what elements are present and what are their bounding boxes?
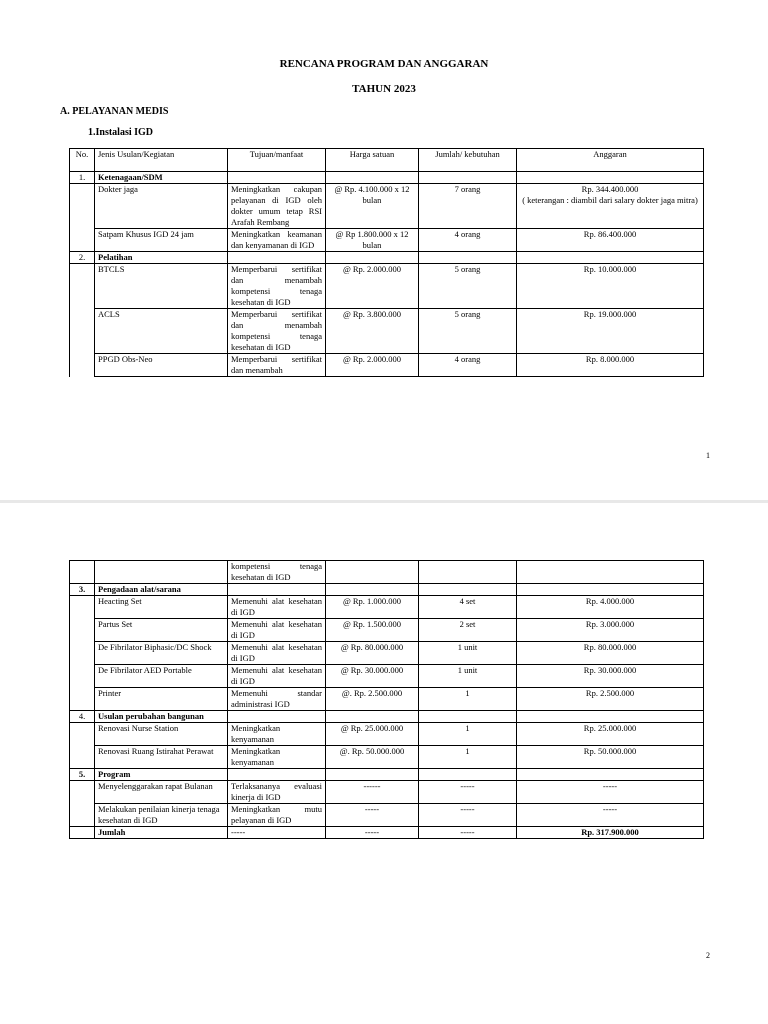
unit-price-cell: @ Rp. 25.000.000: [326, 723, 419, 746]
purpose-cell: Memenuhi alat kesehatan di IGD: [228, 665, 326, 688]
unit-price-cell: @. Rp. 2.500.000: [326, 688, 419, 711]
purpose-cell: kompetensi tenaga kesehatan di IGD: [228, 561, 326, 584]
budget-value: Rp. 344.400.000: [581, 184, 639, 194]
quantity-cell: -----: [419, 781, 517, 804]
purpose-cell: Memperbarui sertifikat dan menambah kompetensi tenaga kesehatan di IGD: [228, 264, 326, 309]
activity-name: PPGD Obs-Neo: [95, 354, 228, 377]
unit-price-cell: @ Rp. 2.000.000: [326, 264, 419, 309]
group-row: [70, 769, 704, 781]
table-row: [70, 688, 704, 711]
activity-name: ACLS: [95, 309, 228, 354]
budget-cell: Rp. 3.000.000: [517, 619, 704, 642]
quantity-cell: 5 orang: [419, 264, 517, 309]
unit-price-cell: @ Rp. 80.000.000: [326, 642, 419, 665]
table-row: [70, 746, 704, 769]
budget-cell: Rp. 50.000.000: [517, 746, 704, 769]
quantity-cell: 1 unit: [419, 642, 517, 665]
total-label: Jumlah: [95, 827, 228, 839]
group-row: [70, 172, 704, 184]
page-number: 2: [706, 951, 710, 960]
col-header-unit-price: Harga satuan: [326, 149, 419, 172]
quantity-cell: 1: [419, 688, 517, 711]
activity-name: Heacting Set: [95, 596, 228, 619]
activity-name: Partus Set: [95, 619, 228, 642]
activity-name: Renovasi Ruang Istirahat Perawat: [95, 746, 228, 769]
table-row: [70, 723, 704, 746]
budget-note: ( keterangan : diambil dari salary dokter jaga mitra): [522, 195, 698, 205]
purpose-cell: Terlaksananya evaluasi kinerja di IGD: [228, 781, 326, 804]
group-number: 1.: [70, 172, 95, 184]
table-row: [70, 596, 704, 619]
col-header-activity: Jenis Usulan/Kegiatan: [95, 149, 228, 172]
quantity-cell: 4 orang: [419, 229, 517, 252]
unit-price-cell: @ Rp. 1.500.000: [326, 619, 419, 642]
table-row: [70, 354, 704, 377]
budget-table-part-1: [69, 148, 704, 377]
col-header-budget: Anggaran: [517, 149, 704, 172]
budget-cell: Rp. 25.000.000: [517, 723, 704, 746]
total-row: [70, 827, 704, 839]
unit-price-cell: -----: [326, 804, 419, 827]
group-row: [70, 252, 704, 264]
quantity-cell: 4 set: [419, 596, 517, 619]
budget-cell: Rp. 4.000.000: [517, 596, 704, 619]
purpose-cell: Memenuhi alat kesehatan di IGD: [228, 596, 326, 619]
group-title: Ketenagaan/SDM: [95, 172, 228, 184]
activity-name: De Fibrilator Biphasic/DC Shock: [95, 642, 228, 665]
quantity-cell: 1: [419, 723, 517, 746]
group-number: 5.: [70, 769, 95, 781]
table-row: [70, 781, 704, 804]
document-page-2: [0, 503, 768, 1024]
purpose-cell: Memenuhi alat kesehatan di IGD: [228, 642, 326, 665]
table-row: [70, 619, 704, 642]
activity-name: Printer: [95, 688, 228, 711]
activity-name: BTCLS: [95, 264, 228, 309]
group-title: Pengadaan alat/sarana: [95, 584, 228, 596]
budget-cell: Rp. 80.000.000: [517, 642, 704, 665]
purpose-cell: Meningkatkan cakupan pelayanan di IGD oleh dokter umum tetap RSI Arafah Rembang: [228, 184, 326, 229]
total-purpose: -----: [228, 827, 326, 839]
quantity-cell: 5 orang: [419, 309, 517, 354]
purpose-cell: Memenuhi standar administrasi IGD: [228, 688, 326, 711]
table-row: [70, 229, 704, 252]
table-row-continued: [70, 561, 704, 584]
group-row: [70, 711, 704, 723]
budget-cell: -----: [517, 781, 704, 804]
col-header-no: No.: [70, 149, 95, 172]
budget-cell: -----: [517, 804, 704, 827]
purpose-cell: Memenuhi alat kesehatan di IGD: [228, 619, 326, 642]
purpose-cell: Meningkatkan kenyamanan: [228, 746, 326, 769]
activity-name: Renovasi Nurse Station: [95, 723, 228, 746]
total-budget: Rp. 317.900.000: [517, 827, 704, 839]
table-row: [70, 642, 704, 665]
purpose-cell: Meningkatkan mutu pelayanan di IGD: [228, 804, 326, 827]
table-row: [70, 264, 704, 309]
activity-name: Satpam Khusus IGD 24 jam: [95, 229, 228, 252]
group-row: [70, 584, 704, 596]
document-page-1: [0, 0, 768, 500]
purpose-cell: Meningkatkan keamanan dan kenyamanan di IGD: [228, 229, 326, 252]
document-title: RENCANA PROGRAM DAN ANGGARAN: [279, 58, 489, 70]
group-number: 2.: [70, 252, 95, 264]
budget-table-part-2: [69, 560, 704, 839]
document-year: TAHUN 2023: [352, 83, 416, 95]
subsection-heading: 1.Instalasi IGD: [88, 127, 154, 138]
group-title: Pelatihan: [95, 252, 228, 264]
group-title: Usulan perubahan bangunan: [95, 711, 228, 723]
unit-price-cell: @ Rp. 2.000.000: [326, 354, 419, 377]
budget-cell: Rp. 8.000.000: [517, 354, 704, 377]
table-row: [70, 184, 704, 229]
activity-name: Menyelenggarakan rapat Bulanan: [95, 781, 228, 804]
budget-cell: [517, 184, 704, 229]
unit-price-cell: ------: [326, 781, 419, 804]
quantity-cell: 1 unit: [419, 665, 517, 688]
group-title: Program: [95, 769, 228, 781]
unit-price-cell: @. Rp. 50.000.000: [326, 746, 419, 769]
purpose-cell: Memperbarui sertifikat dan menambah: [228, 354, 326, 377]
table-row: [70, 309, 704, 354]
table-row: [70, 804, 704, 827]
section-heading: A. PELAYANAN MEDIS: [60, 106, 169, 117]
unit-price-cell: @ Rp. 4.100.000 x 12 bulan: [326, 184, 419, 229]
quantity-cell: 1: [419, 746, 517, 769]
total-quantity: -----: [419, 827, 517, 839]
quantity-cell: 7 orang: [419, 184, 517, 229]
activity-name: Dokter jaga: [95, 184, 228, 229]
purpose-cell: Memperbarui sertifikat dan menambah kompetensi tenaga kesehatan di IGD: [228, 309, 326, 354]
activity-name: De Fibrilator AED Portable: [95, 665, 228, 688]
quantity-cell: 2 set: [419, 619, 517, 642]
budget-cell: Rp. 19.000.000: [517, 309, 704, 354]
unit-price-cell: @ Rp. 1.000.000: [326, 596, 419, 619]
budget-cell: Rp. 30.000.000: [517, 665, 704, 688]
table-row: [70, 665, 704, 688]
quantity-cell: -----: [419, 804, 517, 827]
group-number: 4.: [70, 711, 95, 723]
budget-cell: Rp. 10.000.000: [517, 264, 704, 309]
budget-cell: Rp. 86.400.000: [517, 229, 704, 252]
table-header-row: [70, 149, 704, 172]
unit-price-cell: @ Rp. 30.000.000: [326, 665, 419, 688]
col-header-purpose: Tujuan/manfaat: [228, 149, 326, 172]
group-number: 3.: [70, 584, 95, 596]
activity-name: Melakukan penilaian kinerja tenaga kesehatan di IGD: [95, 804, 228, 827]
unit-price-cell: @ Rp 1.800.000 x 12 bulan: [326, 229, 419, 252]
unit-price-cell: @ Rp. 3.800.000: [326, 309, 419, 354]
total-unit-price: -----: [326, 827, 419, 839]
quantity-cell: 4 orang: [419, 354, 517, 377]
purpose-cell: Meningkatkan kenyamanan: [228, 723, 326, 746]
page-number: 1: [706, 451, 710, 460]
budget-cell: Rp. 2.500.000: [517, 688, 704, 711]
col-header-quantity: Jumlah/ kebutuhan: [419, 149, 517, 172]
